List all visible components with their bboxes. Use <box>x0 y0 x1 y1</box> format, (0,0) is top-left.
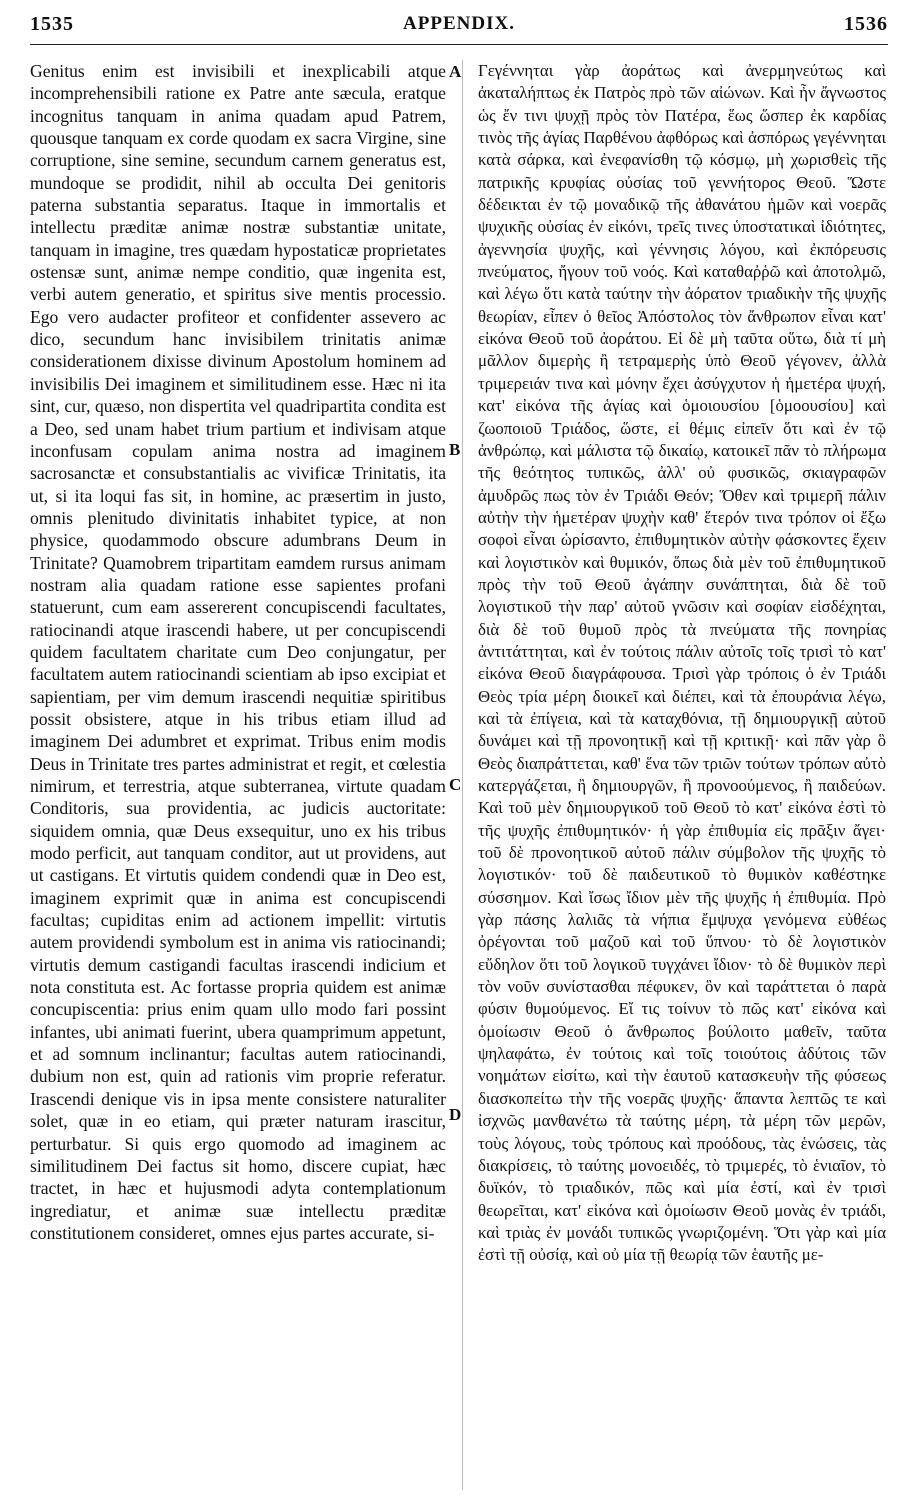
latin-text: Genitus enim est invisibili et inexplicabili atque incomprehensibili ratione ex Patre ante sæcula, eratque incognitus tanquam in anima quadam apud Patrem, quousque tanquam ex corde quodam ex sacra Virgine, sine corruptione, sine semine, secundum carnem generatus est, mundoque se prodidit, nihil ab occulta Dei genitoris paterna substantia separatus. Itaque in immortalis et intellectu præditæ animæ nostræ substantiæ unitate, tanquam in imagine, tres quædam hypostaticæ proprietates ostensæ sunt, animæ nempe conditio, quæ ingenita est, verbi autem generatio, et spiritus sive mentis processio. Ego vero audacter profiteor et confidenter assevero ac dico, secundum hanc invisibilem trinitatis animæ considerationem dixisse divinum Apostolum hominem ad invisibilis Dei imaginem et similitudinem esse. Hæc ni ita sint, cur, quæso, non dispertita vel quadripartita condita est a Deo, sed unam habet trium partium et indivisam atque inconfusam copulam anima nostra ad imaginem sacrosanctæ et consubstantialis ac vivificæ Trinitatis, ita ut, si ita loqui fas sit, in homine, ac præsertim in justo, omnis plenitudo divinitatis inhabitet typice, at non physice, quodammodo obscure adumbrans Deum in Trinitate? Quamobrem tripartitam eamdem rursus animam nostram alia quadam ratione esse sapientes profani statuerunt, cum eam assererent concupiscendi facultates, ratiocinandi atque irascendi habere, ut per concupiscendi quidem facultatem charitate cum Deo conjungatur, per facultatem autem ratiocinandi scientiam ab ipso excipiat et sapientiam, per vim demum irascendi nequitiæ spiritibus possit obsistere, atque in his tribus etiam illud ad imaginem Dei adumbret et exprimat. Tribus enim modis Deus in Trinitate tres partes administrat et regit, et cœlestia nimirum, et terrestria, atque subterranea, virtute quadam Conditoris, sua providentia, ac judicis auctoritate: siquidem omnia, quæ Deus exsequitur, uno ex his tribus modo perficit, aut tanquam conditor, aut ut providens, aut ut castigans. Et virtutis quidem condendi quæ in Deo est, imaginem exprimit quæ in anima est concupiscendi facultas; cupiditas enim ad actionem impellit: virtutis autem providendi symbolum est in anima vis ratiocinandi; virtutis demum castigandi facultas irascendi indicium et nota constituta est. Ac fortasse propria quidem est animæ concupiscentia: prius enim quam ullo modo fari possint infantes, ubi animati fuerint, ubera quamprimum appetunt, et ad somnum inclinantur; facultas autem ratiocinandi, dubium non est, quin ad rationis vim proprie referatur. Irascendi denique vis in ipsa mente consistere naturaliter solet, quæ in eo etiam, qui præter naturam irascitur, perturbatur. Si quis ergo quomodo ad imaginem ac similitudinem Dei factus sit homo, discere cupiat, hæc tractet, in hæc et hujusmodi adyta contemplationum ingrediatur, et animæ suæ intellectu præditæ constitutionem consideret, omnes ejus partes accurate, si- <box>30 61 446 1243</box>
latin-column <box>30 60 446 1490</box>
greek-text: Γεγέννηται γὰρ ἀοράτως καὶ ἀνερμηνεύτως καὶ ἀκαταλήπτως ἐκ Πατρὸς πρὸ τῶν αἰώνων. Καὶ ἦν ἄγνωστος ὡς ἔν τινι ψυχῇ πρὸς τὸν Πατέρα, ἕως ὥσπερ ἐκ καρδίας τινὸς τῆς ἁγίας Παρθένου ἀφθόρως καὶ ἀσπόρως γεγέννηται κατὰ σάρκα, καὶ ἐνεφανίσθη τῷ κόσμῳ, μὴ χωρισθεὶς τῆς πατρικῆς κρυφίας οὐσίας τοῦ γεννήτορος Θεοῦ. Ὥστε δέδεικται ἐν τῷ μοναδικῷ τῆς ἀθανάτου ἡμῶν καὶ νοερᾶς ψυχικῆς οὐσίας ἐν εἰκόνι, τρεῖς τινες ὑποστατικαὶ ἰδιότητες, ἀγεννησία ψυχῆς, καὶ γέννησις λόγου, καὶ ἐκπόρευσις πνεύματος, ἤγουν τοῦ νοός. Καὶ καταθαῤῥῶ καὶ ἀποτολμῶ, καὶ λέγω ὅτι κατὰ ταύτην τὴν ἀόρατον τριαδικὴν τῆς ψυχῆς θεωρίαν, εἶπεν ὁ θεῖος Ἀπόστολος τὸν ἄνθρωπον εἶναι κατ' εἰκόνα Θεοῦ τοῦ ἀοράτου. Εἰ δὲ μὴ ταῦτα οὕτω, διὰ τί μὴ μᾶλλον διμερὴς ἢ τετραμερὴς ὑπὸ Θεοῦ γέγονεν, ἀλλὰ τριμερειάν τινα καὶ μόνην ἔχει ἀσύγχυτον ἡ ἡμετέρα ψυχή, κατ' εἰκόνα τῆς ἁγίας καὶ ὁμοιουσίου [ὁμοουσίου] καὶ ζωοποιοῦ Τριάδος, ὥστε, εἰ θέμις εἰπεῖν ὅτι καὶ ἐν τῷ ἀνθρώπῳ, καὶ μάλιστα τῷ δικαίῳ, κατοικεῖ πᾶν τὸ πλήρωμα τῆς θεότητος τυπικῶς, ἀλλ' οὐ φυσικῶς, σκιαγραφῶν ἀμυδρῶς πως τὸν ἐν Τριάδι Θεόν; Ὅθεν καὶ τριμερῆ πάλιν αὐτὴν τὴν ἡμετέραν ψυχὴν καθ' ἕτερόν τινα τρόπον οἱ ἔξω σοφοὶ εἶναι ὡρίσαντο, ἐπιθυμητικὸν αὐτὴν φάσκοντες ἔχειν καὶ λογιστικὸν καὶ θυμικόν, ὅπως διὰ μὲν τοῦ ἐπιθυμητικοῦ πρὸς τὴν τοῦ Θεοῦ ἀγάπην συνάπτηται, διὰ δὲ τοῦ λογιστικοῦ τὴν παρ' αὐτοῦ γνῶσιν καὶ σοφίαν εἰσδέχηται, διὰ δὲ τοῦ θυμοῦ πρὸς τὰ πνεύματα τῆς πονηρίας ἀντιτάττηται, καὶ ἐν τούτοις πάλιν αὐτοῖς τοῖς τρισὶ τὸ κατ' εἰκόνα Θεοῦ διαγράφουσα. Τρισὶ γὰρ τρόποις ὁ ἐν Τριάδι Θεὸς τρία μέρη διοικεῖ καὶ διέπει, καὶ τὰ ἐπουράνια λέγω, καὶ τὰ ἐπίγεια, καὶ τὰ καταχθόνια, τῇ δημιουργικῇ αὐτοῦ δυνάμει καὶ τῇ προνοητικῇ καὶ τῇ κριτικῇ· καὶ πᾶν γὰρ ὃ Θεὸς διαπράττεται, καθ' ἕνα τῶν τριῶν τούτων τρόπων αὐτὸ κατεργάζεται, ἢ δημιουργῶν, ἢ προνοούμενος, ἢ παιδεύων. Καὶ τοῦ μὲν δημιουργικοῦ τοῦ Θεοῦ τὸ κατ' εἰκόνα ἐστὶ τὸ τῆς ψυχῆς ἐπιθυμητικόν· ἡ γὰρ ἐπιθυμία εἰς πρᾶξιν ἄγει· τοῦ δὲ προνοητικοῦ αὐτοῦ πάλιν σύμβολον τῆς ψυχῆς τὸ λογιστικόν· τοῦ δὲ παιδευτικοῦ τὸ θυμικὸν καθέστηκε σύσσημον. Καὶ ἴσως ἴδιον μὲν τῆς ψυχῆς ἡ ἐπιθυμία. Πρὸ γὰρ πάσης λαλιᾶς τὰ νήπια ἔμψυχα γενόμενα εὐθέως ὀρέγονται τοῦ μαζοῦ καὶ τοῦ ὕπνου· τὸ δὲ λογιστικὸν εὔδηλον ὅτι τοῦ λογικοῦ τυγχάνει ἴδιον· τὸ δὲ θυμικὸν περὶ τὸν νοῦν συνίστασθαι πέφυκεν, ὃν καὶ ταράττεται ὁ παρὰ φύσιν θυμούμενος. Εἴ τις τοίνυν τὸ πῶς κατ' εἰκόνα καὶ ὁμοίωσιν Θεοῦ ὁ ἄνθρωπος βούλοιτο μαθεῖν, ταῦτα ψηλαφάτω, ἐν τούτοις καὶ τοῖς τοιούτοις ἀδύτοις τῶν νοημάτων εἰσίτω, καὶ τὴν ἑαυτοῦ κατασκευὴν τῆς φύσεως διασκοπείτω τὴν τῆς νοερᾶς ψυχῆς· ἅπαντα λεπτῶς τε καὶ ἰσχνῶς μανθανέτω τὰ ταύτης μέρη, τὰ μέρη τῶν μερῶν, τοὺς λόγους, τοὺς τρόπους καὶ προόδους, τὰς ἑνώσεις, τὰς διακρίσεις, τὸ ταύτης μονοειδές, τὸ τριμερές, τὸ ἑνιαῖον, τὸ δυϊκόν, τὸ τριαδικόν, πῶς καὶ μία ἐστί, καὶ ἐν τρισὶ θεωρεῖται, κατ' εἰκόνα καὶ ὁμοίωσιν Θεοῦ μονὰς ἐν τριάδι, καὶ τριὰς ἐν μονάδι τυπικῶς γνωριζομένη. Ὅτι γὰρ καὶ μία ἐστὶ τῇ οὐσίᾳ, καὶ οὐ μία τῇ θεωρίᾳ τῶν ἑαυτῆς με- <box>478 61 886 1265</box>
left-page-number: 1535 <box>30 12 74 35</box>
margin-marker-d: D <box>449 1105 462 1124</box>
margin-marker-b: B <box>449 440 461 459</box>
running-head: APPENDIX. <box>403 13 515 34</box>
greek-column <box>478 60 886 1490</box>
margin-marker-a: A <box>449 62 462 81</box>
margin-marker-c: C <box>449 775 462 794</box>
column-divider <box>462 60 463 1490</box>
page-header <box>30 4 888 45</box>
right-page-number: 1536 <box>843 12 888 35</box>
